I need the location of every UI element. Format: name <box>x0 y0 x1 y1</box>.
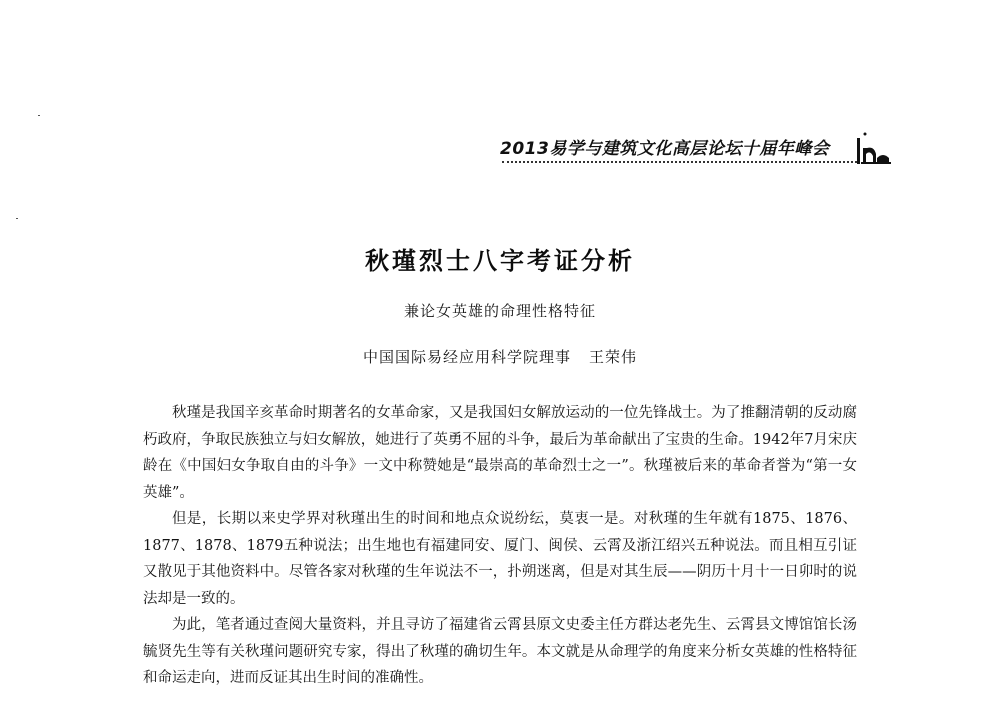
author-name: 王荣伟 <box>589 348 638 366</box>
article-subtitle: 兼论女英雄的命理性格特征 <box>403 302 596 320</box>
body-paragraph: 秋瑾是我国辛亥革命时期著名的女革命家，又是我国妇女解放运动的一位先锋战士。为了推翻清朝的反动腐朽政府，争取民族独立与妇女解放，她进行了英勇不屈的斗争，最后为革命献出了宝贵的生命。1942年7月宋庆龄在《中国妇女争取自由的斗争》一文中称赞她是“最崇高的革命烈士之一”。秋瑾被后来的革命者誉为“第一女英雄”。 <box>143 405 857 501</box>
scan-speck <box>16 218 18 219</box>
article-body <box>143 400 857 692</box>
body-paragraph: 但是，长期以来史学界对秋瑾出生的时间和地点众说纷纭，莫衷一是。对秋瑾的生年就有1875、1876、1877、1878、1879五种说法；出生地也有福建同安、厦门、闽侯、云霄及浙江绍兴五种说法。而且相互引证又散见于其他资料中。尽管各家对秋瑾的生年说法不一，扑朔迷离，但是对其生辰——阴历十月十一日卯时的说法却是一致的。 <box>143 511 857 607</box>
running-header <box>500 128 900 168</box>
article-title: 秋瑾烈士八字考证分析 <box>365 247 635 275</box>
scan-speck <box>38 115 40 116</box>
author-affiliation: 中国国际易经应用科学院理事 <box>362 348 571 366</box>
body-paragraph: 为此，笔者通过查阅大量资料，并且寻访了福建省云霄县原文史委主任方群达老先生、云霄县文博馆馆长汤毓贤先生等有关秋瑾问题研究专家，得出了秋瑾的确切生年。本文就是从命理学的角度来分析女英雄的性格特征和命运走向，进而反证其出生时间的准确性。 <box>143 617 857 686</box>
author-line <box>0 346 1000 367</box>
header-title: 2013易学与建筑文化高层论坛十届年峰会 <box>500 139 830 159</box>
header-dotted-rule <box>502 161 857 163</box>
header-logo-icon <box>855 128 895 166</box>
